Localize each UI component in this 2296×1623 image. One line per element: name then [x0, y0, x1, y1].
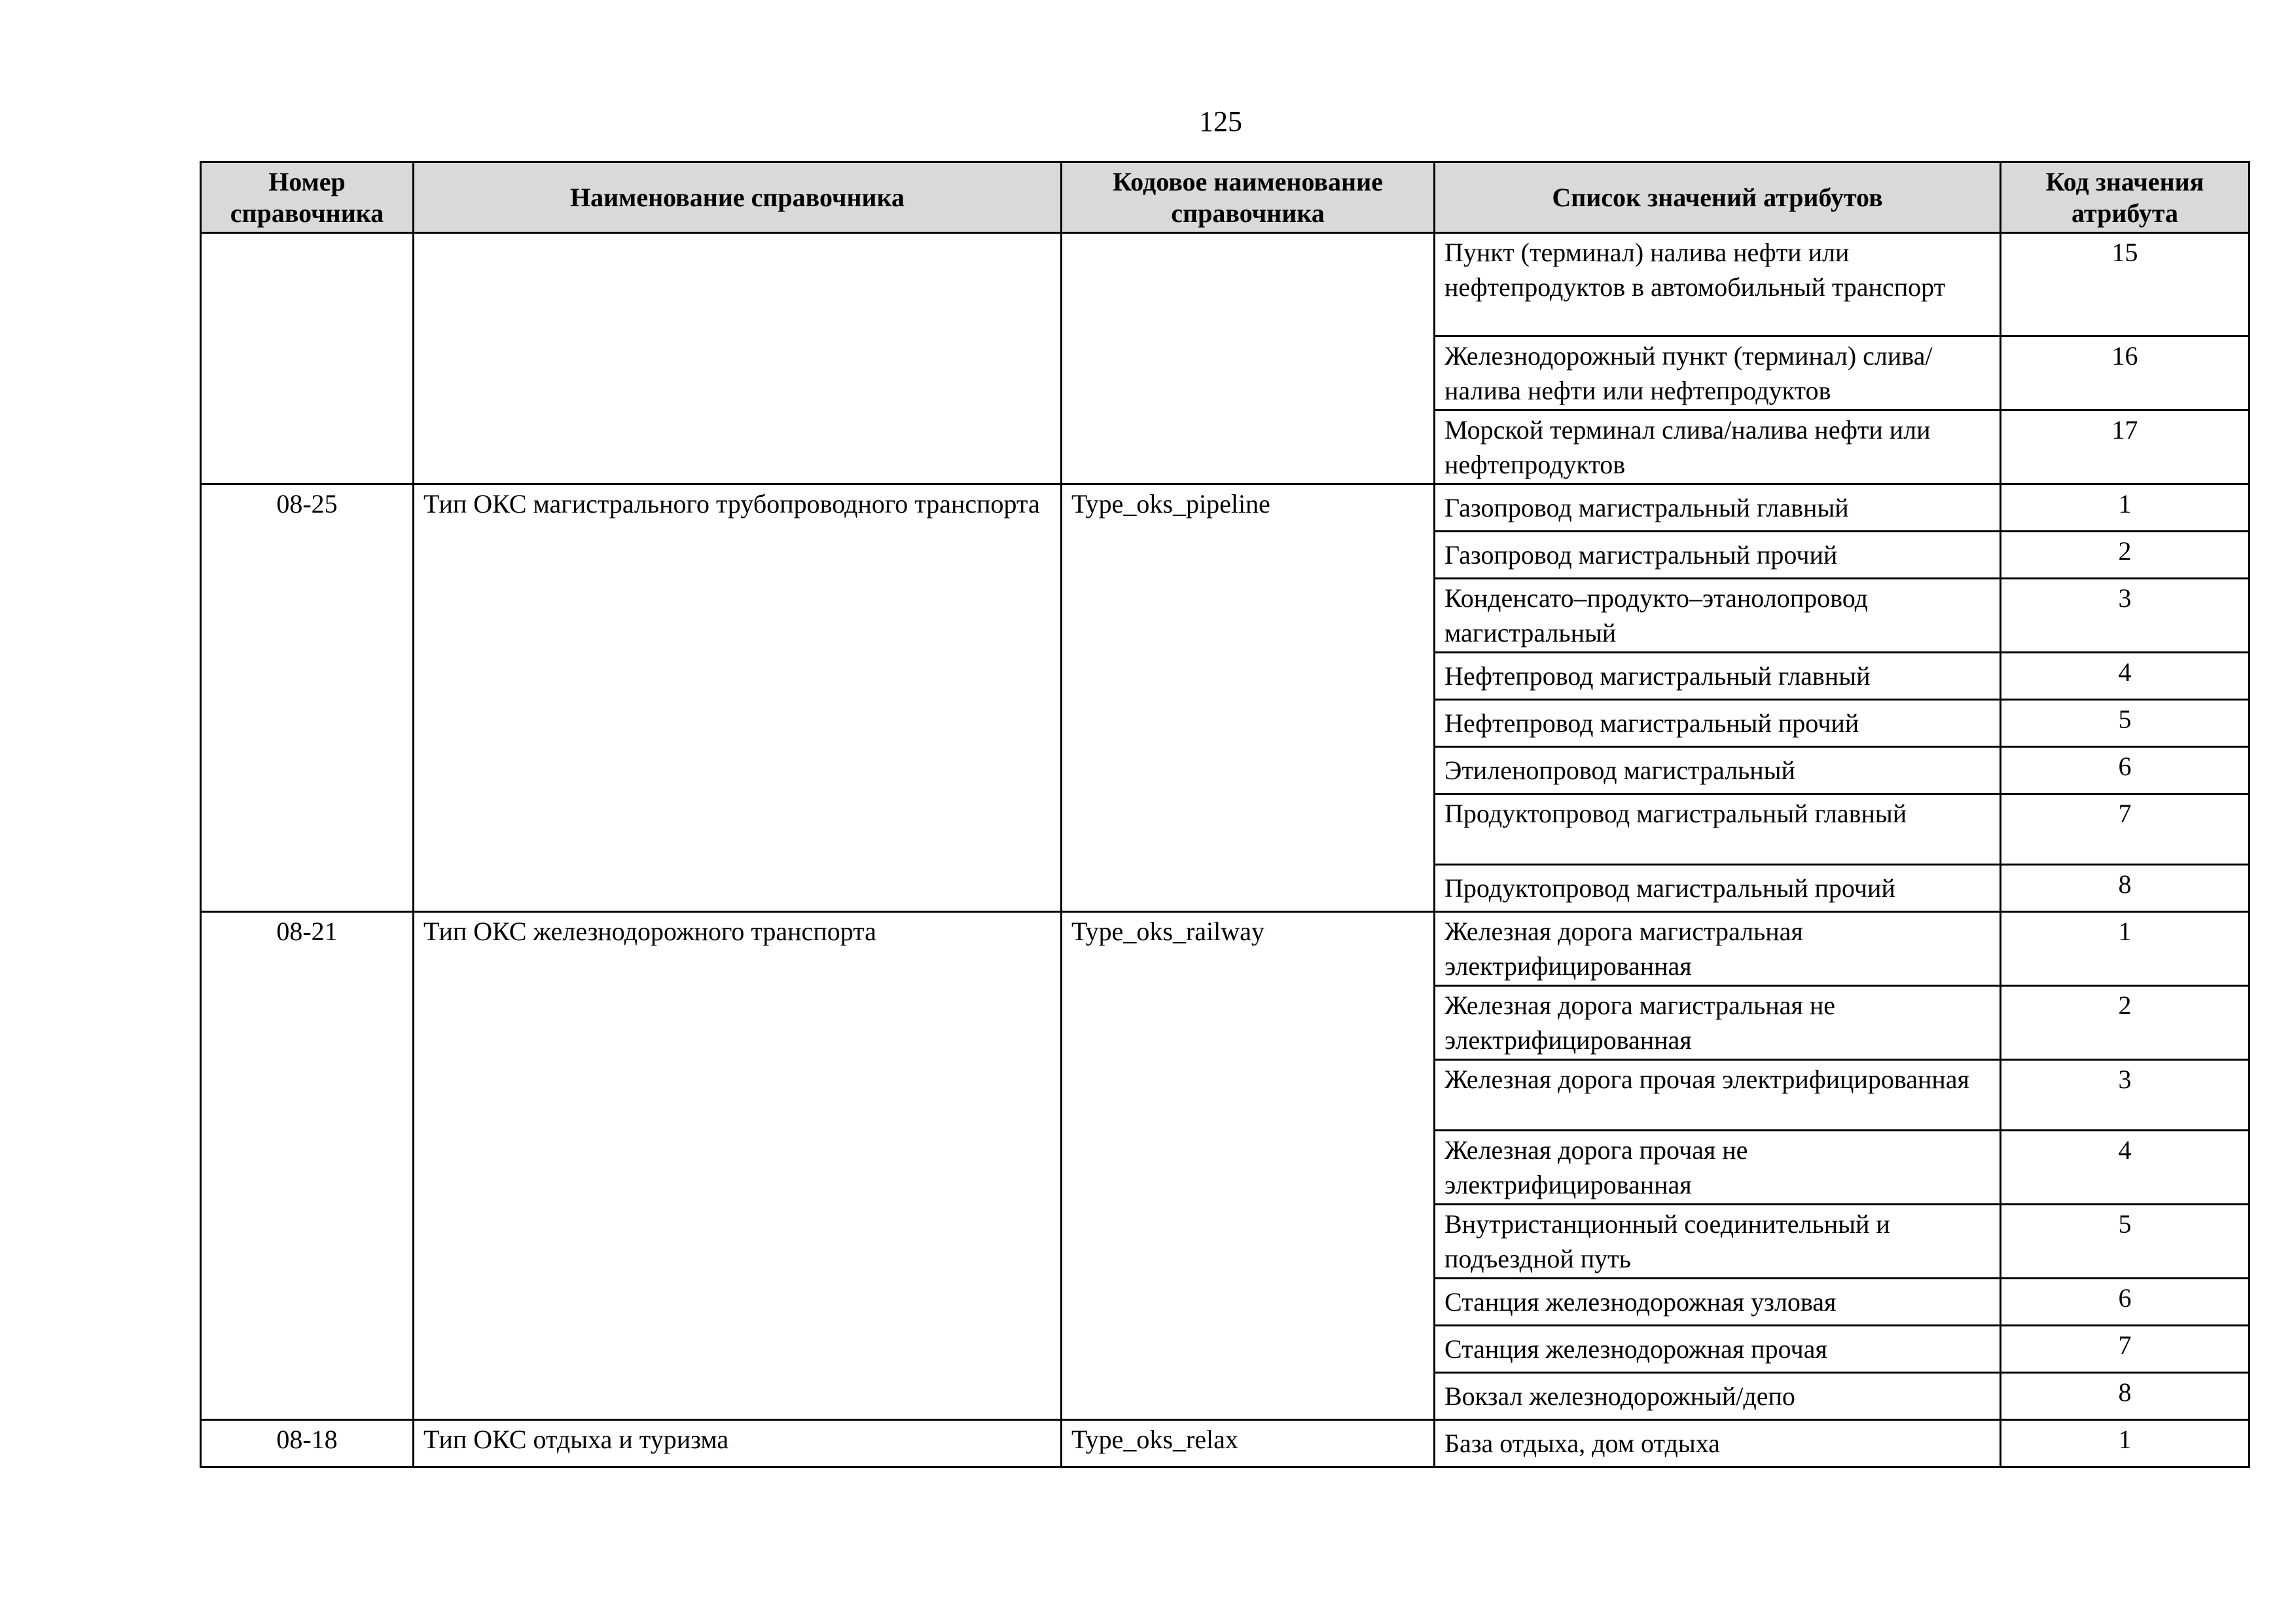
- reference-name: Тип ОКС отдыха и туризма: [414, 1420, 1062, 1467]
- reference-name: Тип ОКС магистрального трубопроводного транспорта: [414, 484, 1062, 912]
- attribute-code: 2: [2001, 986, 2250, 1060]
- header-number: Номер справочника: [201, 162, 414, 233]
- attribute-value: Пункт (терминал) налива нефти или нефтепродуктов в автомобильный транспорт: [1435, 233, 2001, 337]
- attribute-code: 3: [2001, 579, 2250, 653]
- attribute-value: Нефтепровод магистральный прочий: [1435, 700, 2001, 747]
- reference-number: 08-21: [201, 912, 414, 1420]
- attribute-code: 3: [2001, 1060, 2250, 1131]
- attribute-value: Вокзал железнодорожный/депо: [1435, 1373, 2001, 1420]
- attribute-value: База отдыха, дом отдыха: [1435, 1420, 2001, 1467]
- reference-number: 08-25: [201, 484, 414, 912]
- attribute-value: Железная дорога магистральная не электрифицированная: [1435, 986, 2001, 1060]
- attribute-value: Железнодорожный пункт (терминал) слива/налива нефти или нефтепродуктов: [1435, 337, 2001, 410]
- attribute-code: 6: [2001, 747, 2250, 794]
- attribute-value: Внутристанционный соединительный и подъездной путь: [1435, 1205, 2001, 1279]
- cont-name-cell: [414, 233, 1062, 484]
- reference-table: [200, 161, 2250, 1468]
- table-row: [201, 484, 2250, 532]
- attribute-value: Морской терминал слива/налива нефти или нефтепродуктов: [1435, 410, 2001, 484]
- cont-code-name-cell: [1062, 233, 1435, 484]
- attribute-value: Нефтепровод магистральный главный: [1435, 653, 2001, 700]
- reference-name: Тип ОКС железнодорожного транспорта: [414, 912, 1062, 1420]
- attribute-value: Железная дорога магистральная электрифицированная: [1435, 912, 2001, 986]
- header-code-name: Кодовое наименование справочника: [1062, 162, 1435, 233]
- attribute-value: Газопровод магистральный прочий: [1435, 532, 2001, 579]
- attribute-code: 16: [2001, 337, 2250, 410]
- table-row: [201, 1420, 2250, 1467]
- cont-number-cell: [201, 233, 414, 484]
- attribute-code: 1: [2001, 1420, 2250, 1467]
- attribute-value: Станция железнодорожная узловая: [1435, 1279, 2001, 1326]
- attribute-value: Железная дорога прочая не электрифицированная: [1435, 1131, 2001, 1205]
- attribute-code: 8: [2001, 865, 2250, 912]
- attribute-code: 1: [2001, 912, 2250, 986]
- table-header-row: [201, 162, 2250, 233]
- header-name: Наименование справочника: [414, 162, 1062, 233]
- attribute-code: 17: [2001, 410, 2250, 484]
- reference-code-name: Type_oks_relax: [1062, 1420, 1435, 1467]
- attribute-value: Станция железнодорожная прочая: [1435, 1326, 2001, 1373]
- attribute-code: 2: [2001, 532, 2250, 579]
- reference-code-name: Type_oks_railway: [1062, 912, 1435, 1420]
- header-value-code: Код значения атрибута: [2001, 162, 2250, 233]
- attribute-value: Газопровод магистральный главный: [1435, 484, 2001, 532]
- reference-code-name: Type_oks_pipeline: [1062, 484, 1435, 912]
- reference-number: 08-18: [201, 1420, 414, 1467]
- header-values: Список значений атрибутов: [1435, 162, 2001, 233]
- attribute-code: 1: [2001, 484, 2250, 532]
- attribute-code: 7: [2001, 1326, 2250, 1373]
- attribute-code: 6: [2001, 1279, 2250, 1326]
- attribute-code: 7: [2001, 794, 2250, 865]
- attribute-code: 4: [2001, 1131, 2250, 1205]
- table-row: [201, 912, 2250, 986]
- attribute-code: 8: [2001, 1373, 2250, 1420]
- table-row: [201, 233, 2250, 337]
- attribute-value: Конденсато–продукто–этанолопровод магистральный: [1435, 579, 2001, 653]
- attribute-value: Продуктопровод магистральный прочий: [1435, 865, 2001, 912]
- page-number: 125: [1199, 105, 1242, 137]
- attribute-value: Железная дорога прочая электрифицированная: [1435, 1060, 2001, 1131]
- attribute-code: 15: [2001, 233, 2250, 337]
- attribute-value: Продуктопровод магистральный главный: [1435, 794, 2001, 865]
- attribute-code: 4: [2001, 653, 2250, 700]
- attribute-code: 5: [2001, 700, 2250, 747]
- attribute-value: Этиленопровод магистральный: [1435, 747, 2001, 794]
- attribute-code: 5: [2001, 1205, 2250, 1279]
